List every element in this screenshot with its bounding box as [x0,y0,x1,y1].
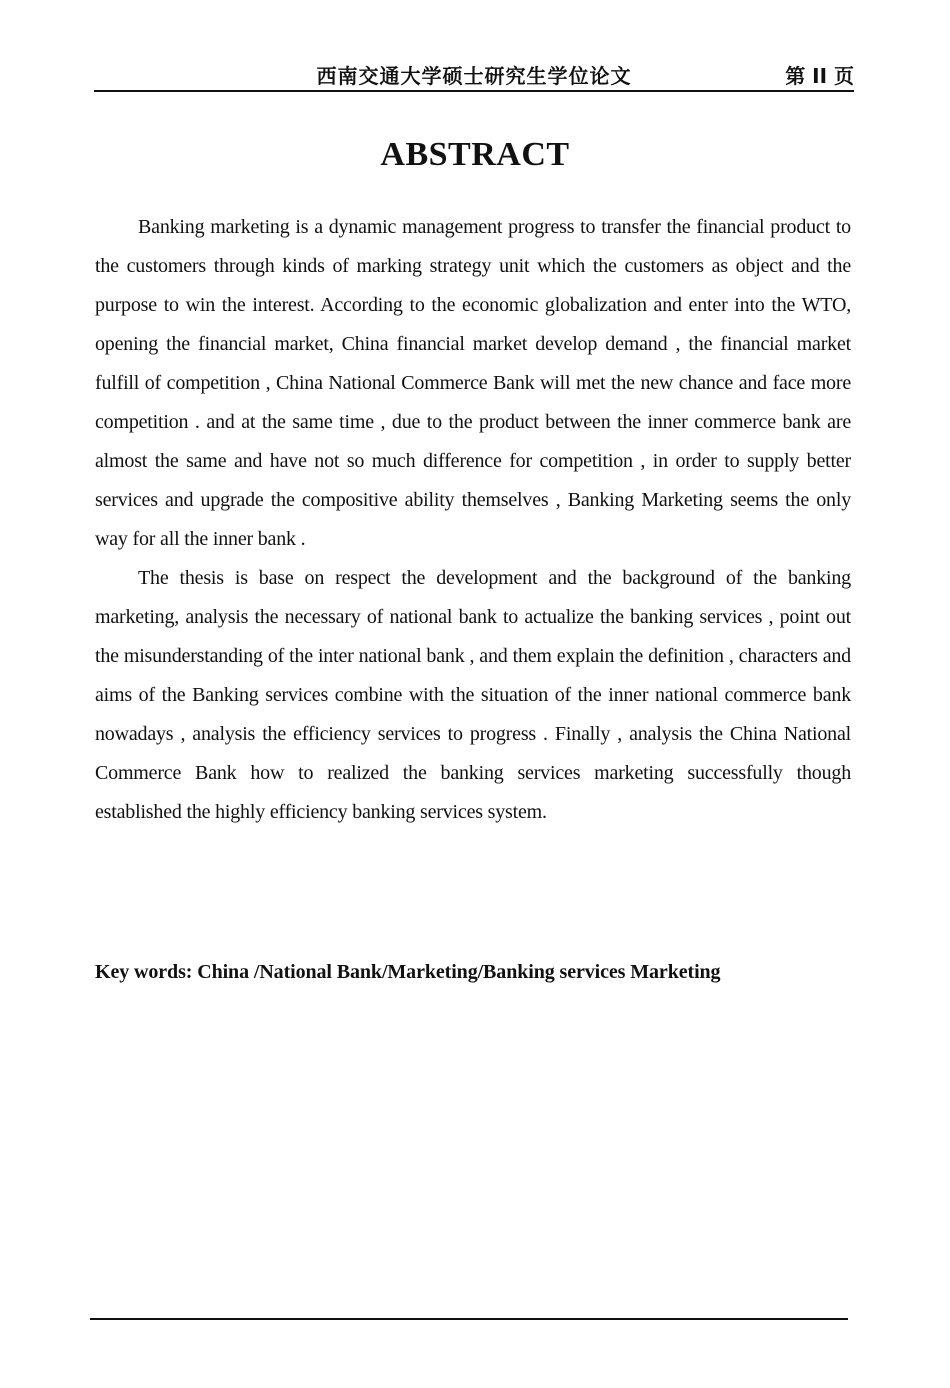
keywords-line: Key words: China /National Bank/Marketing/Banking services Marketing [95,961,721,983]
page-header [94,54,854,92]
abstract-body [95,208,851,832]
abstract-paragraph-2: The thesis is base on respect the development and the background of the banking marketing, analysis the necessary of national bank to actualize the banking services , point out the misunderstanding of the inter national bank , and them explain the definition , characters and aims of the Banking services combine with the situation of the inner national commerce bank nowadays , analysis the efficiency services to progress . Finally , analysis the China National Commerce Bank how to realized the banking services marketing successfully though established the highly efficiency banking services system. [95,567,851,823]
header-thesis-title: 西南交通大学硕士研究生学位论文 [316,64,632,88]
footer-divider [90,1318,848,1320]
abstract-paragraph-1: Banking marketing is a dynamic management progress to transfer the financial product to the customers through kinds of marking strategy unit which the customers as object and the purpose to win the interest. According to the economic globalization and enter into the WTO, opening the financial market, China financial market develop demand , the financial market fulfill of competition , China National Commerce Bank will met the new chance and face more competition . and at the same time , due to the product between the inner commerce bank are almost the same and have not so much difference for competition , in order to supply better services and upgrade the compositive ability themselves , Banking Marketing seems the only way for all the inner bank . [95,216,851,550]
abstract-heading: ABSTRACT [380,136,570,173]
header-page-number: 第 II 页 [785,64,854,88]
